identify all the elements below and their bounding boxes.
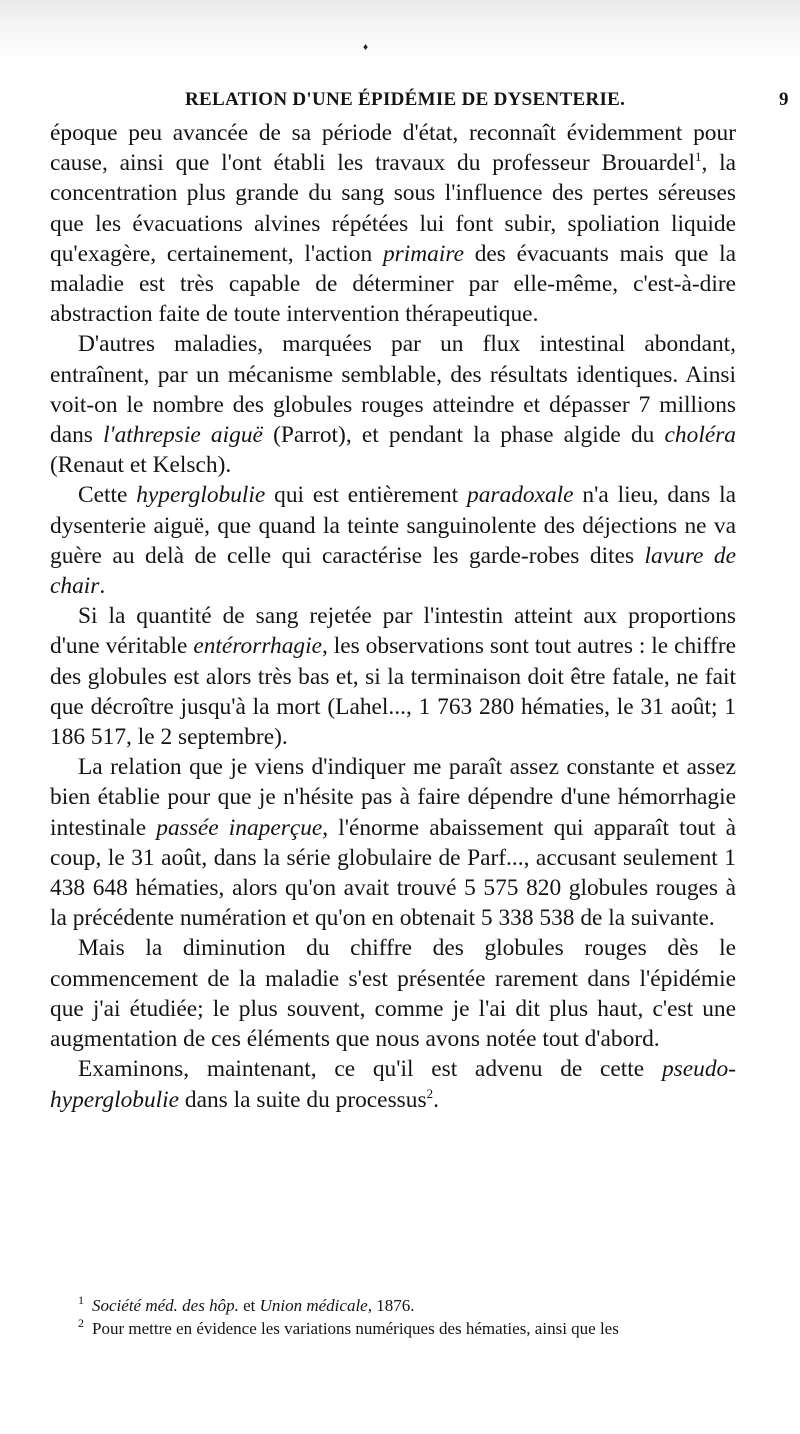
italic-text: lavure de chair bbox=[50, 542, 737, 600]
text-run: . bbox=[433, 1086, 439, 1113]
text-run: Cette bbox=[78, 482, 137, 509]
text-run: Pour mettre en évidence les variations numériques des hématies, ainsi que les bbox=[92, 1319, 619, 1338]
text-run: . bbox=[99, 573, 106, 600]
text-run: La relation que je viens d'indiquer me paraît assez constante et assez bien établie pour que je n'hésite pas à faire dépendre d'une hémorrhagie intestinale bbox=[50, 754, 736, 841]
text-run: dans la suite du processus bbox=[179, 1086, 427, 1113]
paragraph bbox=[50, 329, 736, 480]
italic-text: entérorrhagie bbox=[193, 633, 322, 660]
text-run: (Parrot), et pendant la phase algide du bbox=[262, 422, 665, 449]
italic-text: primaire bbox=[382, 240, 464, 267]
body-text bbox=[50, 118, 736, 1115]
italic-text: hyperglobulie bbox=[136, 482, 266, 509]
italic-text: pseudo-hyperglobulie bbox=[50, 1056, 736, 1113]
footnote-reference: 2 bbox=[426, 1085, 434, 1101]
italic-text: paradoxale bbox=[467, 482, 574, 509]
text-run: qui est entièrement bbox=[265, 482, 468, 509]
footnote-mark: 2 bbox=[78, 1316, 84, 1331]
text-run: , les observations sont tout autres : le chiffre des globules est alors très bas et, si la terminaison doit être fatale, ne fait que décroître jusqu'à la mort (Lahel..., 1 763 280 hématies, le 31 août; 1 186 517, le 2 septembre). bbox=[50, 633, 736, 751]
text-run: , l'énorme abaissement qui apparaît tout à coup, le 31 août, dans la série globulaire de Parf..., accusant seulement 1 438 648 hématies, alors qu'on avait trouvé 5 575 820 globules rouges à la précédente numération et qu'on en obtenait 5 338 538 de la suivante. bbox=[50, 814, 736, 932]
italic-text: l'athrepsie aiguë bbox=[103, 422, 263, 449]
footnote bbox=[50, 1317, 740, 1340]
paragraph bbox=[50, 480, 736, 601]
footnote-reference: 1 bbox=[694, 149, 702, 165]
text-run: et bbox=[238, 1296, 260, 1315]
page-number: 9 bbox=[779, 89, 789, 110]
text-run: (Renaut et Kelsch). bbox=[50, 452, 232, 479]
italic-text: passée inaperçue bbox=[156, 814, 323, 841]
paragraph bbox=[50, 752, 736, 933]
text-run: , la concentration plus grande du sang sous l'influence des pertes séreuses que les évacuations alvines répétées lui font subir, spoliation liquide qu'exagère, certainement, l'action bbox=[50, 150, 736, 267]
ornament-mark: ♦ bbox=[363, 42, 369, 53]
running-title: RELATION D'UNE ÉPIDÉMIE DE DYSENTERIE. bbox=[185, 89, 626, 110]
italic-text: Société méd. des hôp. bbox=[92, 1296, 239, 1315]
footnote-mark: 1 bbox=[78, 1293, 84, 1308]
text-run: Examinons, maintenant, ce qu'il est advenu de cette bbox=[78, 1056, 662, 1083]
paragraph bbox=[50, 118, 736, 329]
text-run: Mais la diminution du chiffre des globules rouges dès le commencement de la maladie s'est présentée rarement dans l'épidémie que j'ai étudiée; le plus souvent, comme je l'ai dit plus haut, c'est une augmentation de ces éléments que nous avons notée tout d'abord. bbox=[50, 935, 736, 1053]
footnote bbox=[50, 1294, 740, 1317]
paragraph bbox=[50, 1054, 736, 1114]
italic-text: choléra bbox=[664, 422, 736, 449]
paragraph bbox=[50, 933, 736, 1054]
footnotes bbox=[50, 1294, 740, 1340]
text-run: , 1876. bbox=[367, 1296, 415, 1315]
text-run: n'a lieu, dans la dysenterie aiguë, que quand la teinte sanguinolente des déjections ne va guère au delà de celle qui caractérise les garde-robes dites bbox=[50, 482, 736, 569]
text-run: des évacuants mais que la maladie est très capable de déterminer par elle-même, c'est-à-dire abstraction faite de toute intervention thérapeutique. bbox=[50, 240, 736, 328]
scan-shadow bbox=[0, 0, 800, 62]
running-header bbox=[185, 86, 795, 114]
text-run: époque peu avancée de sa période d'état, reconnaît évidemment pour cause, ainsi que l'ont établi les travaux du professeur Brouardel bbox=[50, 120, 736, 177]
text-run: D'autres maladies, marquées par un flux intestinal abondant, entraînent, par un mécanisme semblable, des résultats identiques. Ainsi voit-on le nombre des globules rouges atteindre et dépasser 7 millions dans bbox=[50, 331, 736, 449]
paragraph bbox=[50, 601, 736, 752]
text-run: Si la quantité de sang rejetée par l'intestin atteint aux proportions d'une véritable bbox=[50, 603, 736, 660]
italic-text: Union médicale bbox=[259, 1296, 368, 1315]
